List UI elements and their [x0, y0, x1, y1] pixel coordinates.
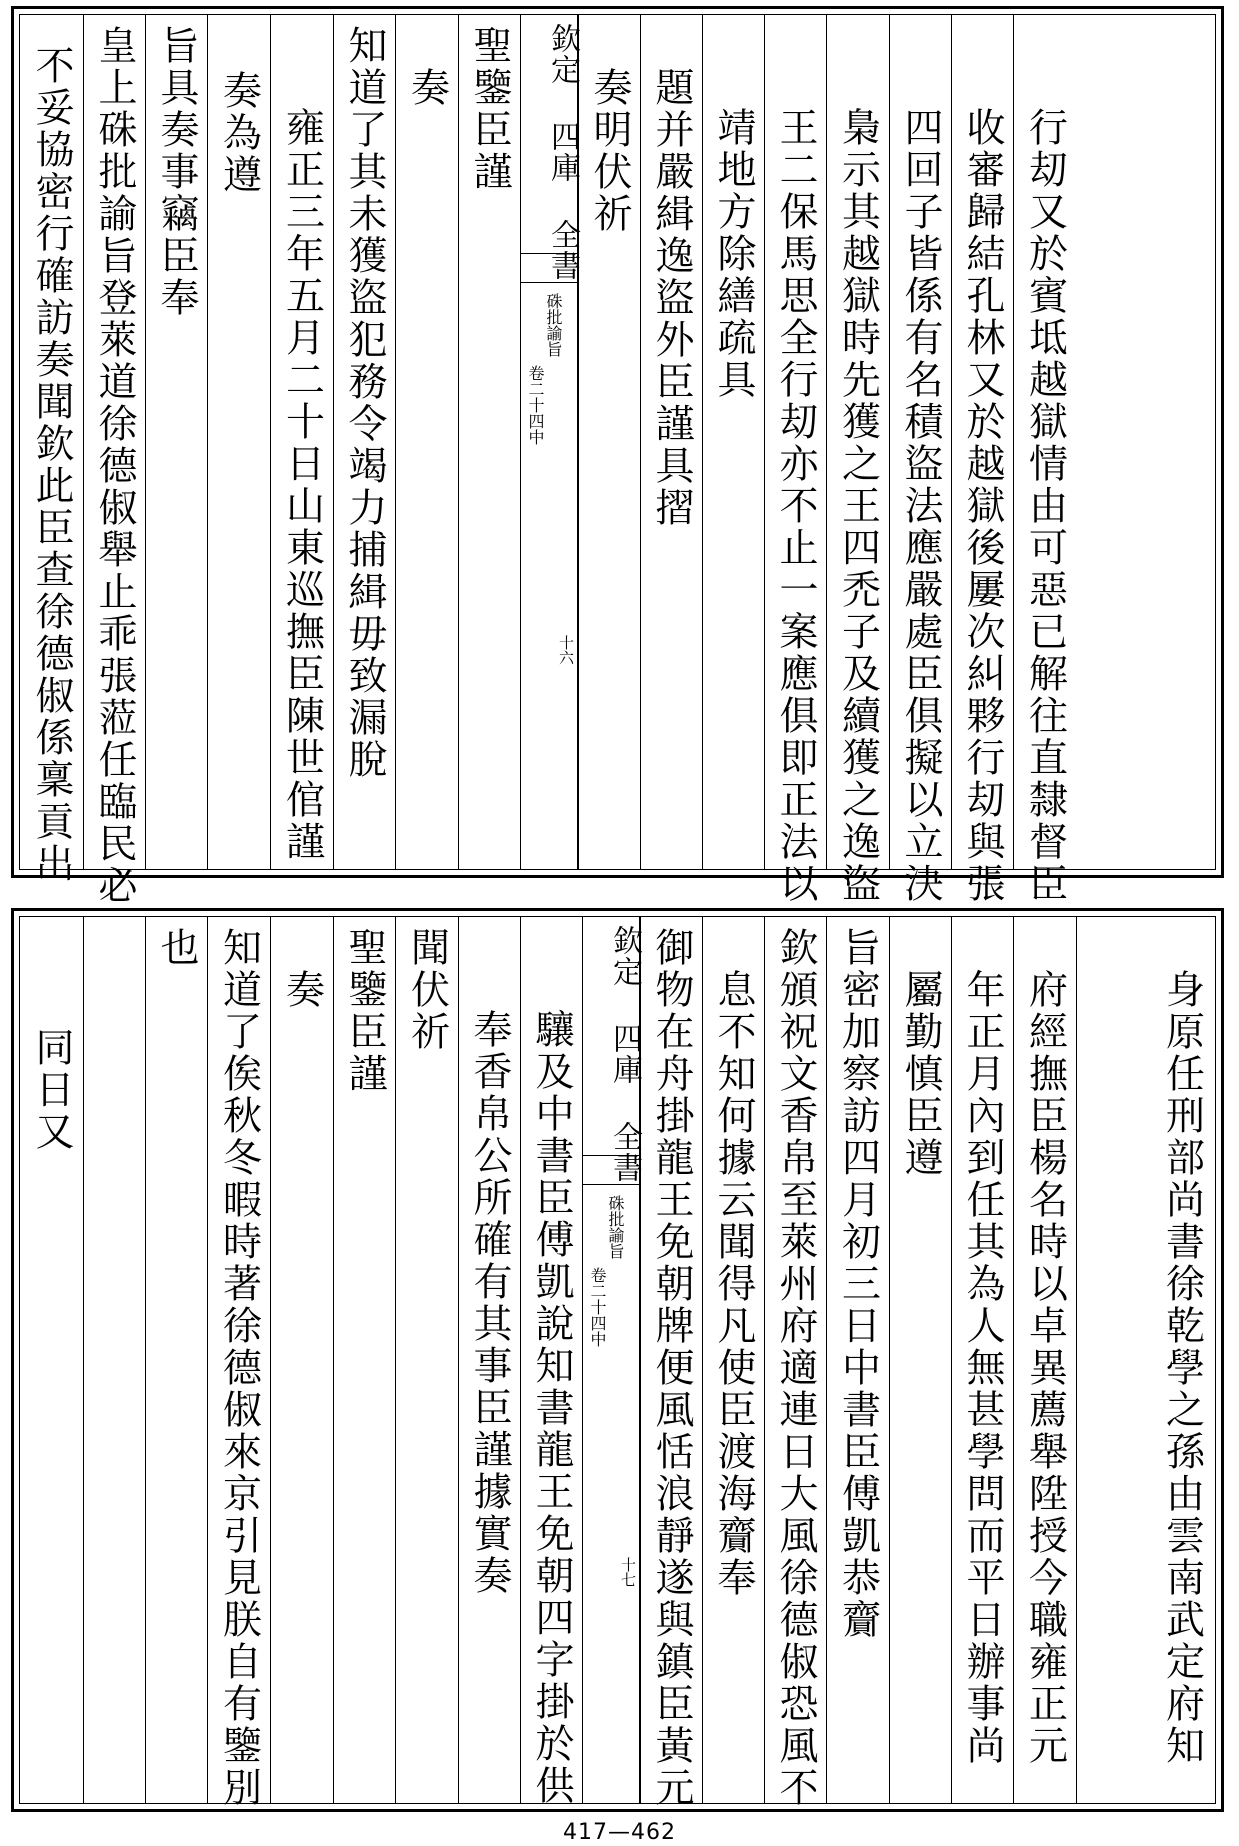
column [951, 917, 1013, 1803]
text-column: 不妥協密行確訪奏聞欽此臣查徐德俶係稟貢出 [29, 45, 74, 885]
title-part: 全書 [607, 1121, 642, 1183]
title-part: 四庫 [545, 121, 580, 183]
text-column: 年正月內到任其為人無甚學問而平日辦事尚 [960, 969, 1005, 1767]
page-number: 417—462 [563, 1820, 676, 1845]
column [1013, 917, 1076, 1803]
column [333, 15, 395, 869]
fish-tail-mark [521, 253, 577, 283]
column [1076, 917, 1217, 1803]
text-column: 收審歸結孔林又於越獄後屢次糾夥行刧與張 [960, 107, 1005, 905]
top-page-frame [19, 14, 1216, 907]
column [764, 15, 826, 905]
column [333, 917, 395, 1803]
volume-label: 卷二十四中 [526, 365, 545, 445]
column [889, 917, 951, 1803]
text-column: 奏為遵 [216, 70, 262, 196]
text-column: 知道了俟秋冬暇時著徐德俶來京引見朕自有鑒別 [216, 927, 262, 1809]
text-column: 雍正三年五月二十日山東巡撫臣陳世倌謹 [279, 107, 325, 863]
column [520, 917, 582, 1807]
top-page [11, 6, 1224, 907]
bottom-page-frame [19, 916, 1216, 1809]
column [826, 15, 889, 905]
column [889, 15, 951, 905]
text-column: 息不知何據云聞得凡使臣渡海齎奉 [711, 969, 756, 1599]
text-column: 王二保馬思全行刧亦不止一案應俱即正法以 [773, 107, 818, 905]
text-column: 御物在舟掛龍王免朝牌便風恬浪靜遂與鎮臣黃元 [649, 927, 694, 1809]
text-column: 府經撫臣楊名時以卓異薦舉陞授今職雍正元 [1022, 969, 1068, 1767]
text-column: 驤及中書臣傅凱說知書龍王免朝四字掛於供 [529, 1009, 574, 1807]
text-column: 行刧又於賓坻越獄情由可惡已解往直隸督臣 [1022, 107, 1068, 905]
column [145, 15, 207, 869]
column [145, 917, 207, 1803]
column [270, 15, 333, 869]
text-column: 也 [154, 927, 199, 969]
text-column: 梟示其越獄時先獲之王四禿子及續獲之逸盜 [835, 107, 881, 905]
leaf-number: 十六 [557, 635, 575, 665]
text-column: 皇上硃批諭旨登萊道徐德俶舉止乖張蒞任臨民必 [92, 25, 137, 907]
leaf-number: 十七 [619, 1557, 637, 1587]
text-column: 題并嚴緝逸盜外臣謹具摺 [649, 67, 694, 529]
center-strip [520, 15, 578, 869]
text-column: 旨密加察訪四月初三日中書臣傅凱恭齎 [835, 927, 881, 1641]
text-column: 奏 [404, 67, 450, 109]
title-part: 全書 [545, 219, 580, 281]
column [83, 917, 145, 1803]
column [20, 15, 83, 885]
text-column: 四回子皆係有名積盜法應嚴處臣俱擬以立決 [898, 107, 943, 905]
title-part: 四庫 [607, 1023, 642, 1085]
text-column: 奉香帛公所確有其事臣謹據實奏 [467, 1009, 512, 1597]
fish-tail-mark [583, 1155, 639, 1185]
text-column: 聖鑒臣謹 [342, 927, 387, 1095]
title-part: 欽定 [607, 925, 642, 987]
text-column: 聖鑒臣謹 [467, 25, 512, 193]
column [395, 917, 458, 1803]
column [270, 917, 333, 1803]
bottom-page [11, 908, 1224, 1812]
text-column: 欽頒祝文香帛至萊州府適連日大風徐德俶恐風不 [773, 927, 818, 1809]
text-column: 聞伏祈 [404, 927, 450, 1053]
section-label: 硃批諭旨 [544, 293, 563, 357]
text-column: 奏明伏祈 [587, 67, 632, 235]
column [458, 15, 520, 869]
column [578, 15, 640, 869]
text-column: 同日又 [29, 1027, 74, 1153]
column [207, 917, 270, 1809]
column [640, 15, 702, 869]
column [20, 917, 83, 1803]
text-column: 身原任刑部尚書徐乾學之孫由雲南武定府知 [1159, 969, 1205, 1767]
column [640, 917, 702, 1809]
title-part: 欽定 [545, 23, 580, 85]
column [83, 15, 145, 907]
column [826, 917, 889, 1803]
column [702, 917, 764, 1803]
column [1013, 15, 1076, 905]
column [207, 15, 270, 869]
text-column: 屬勤慎臣遵 [898, 969, 943, 1179]
section-label: 硃批諭旨 [606, 1195, 625, 1259]
book-title [521, 23, 580, 281]
column [702, 15, 764, 869]
text-column: 奏 [279, 969, 325, 1011]
text-column: 知道了其未獲盜犯務令竭力捕緝毋致漏脫 [342, 25, 387, 781]
column [951, 15, 1013, 905]
volume-label: 卷二十四中 [588, 1267, 607, 1347]
column [395, 15, 458, 869]
column [458, 917, 520, 1803]
column [764, 917, 826, 1809]
center-strip [582, 917, 640, 1803]
text-column: 靖地方除繕疏具 [711, 107, 756, 401]
book-title [583, 925, 642, 1183]
text-column: 旨具奏事竊臣奉 [154, 25, 199, 319]
